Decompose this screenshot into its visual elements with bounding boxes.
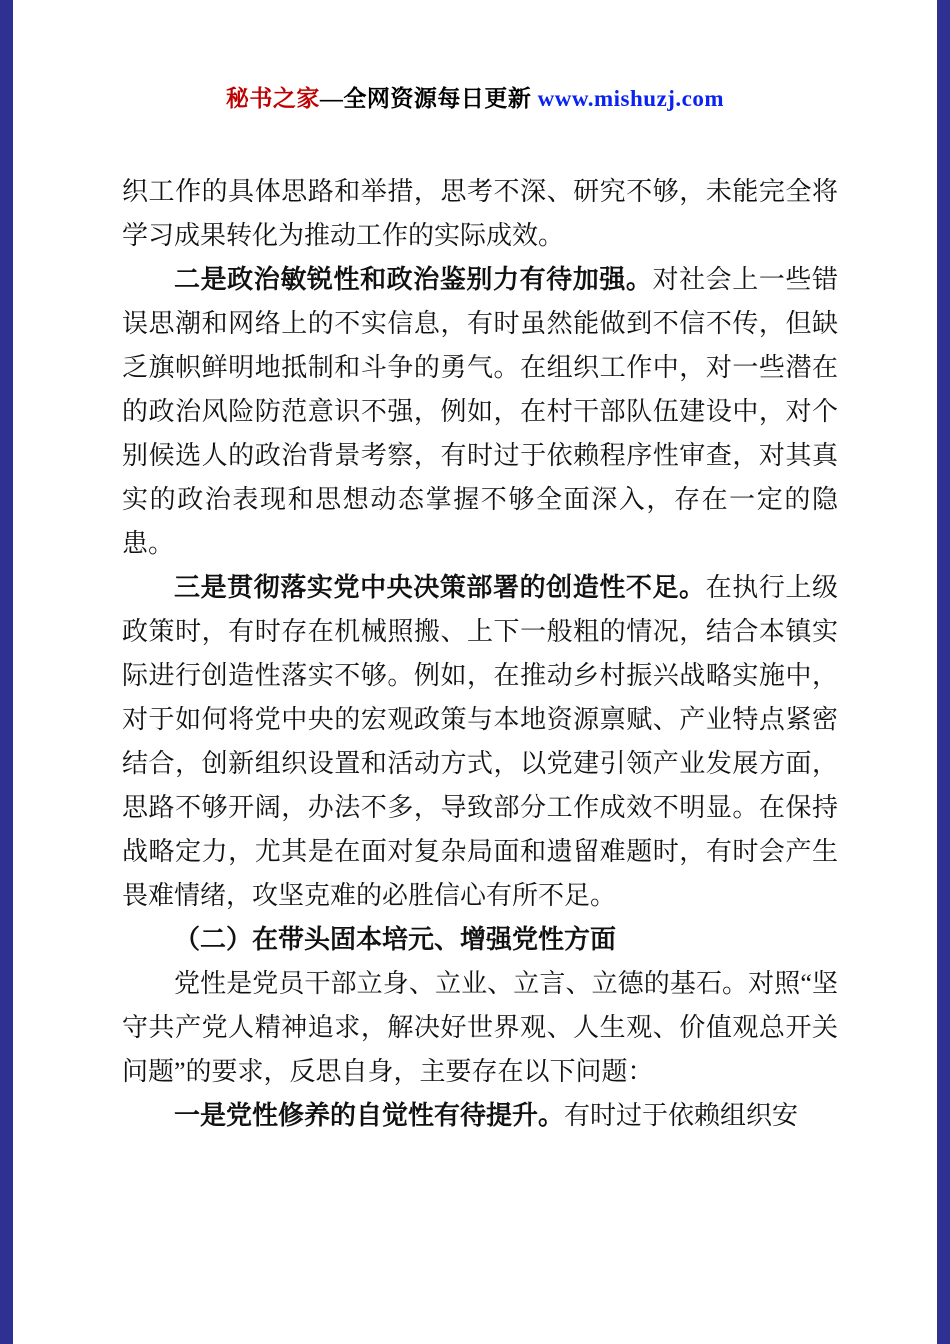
site-url-link[interactable]: www.mishuzj.com [537, 86, 725, 111]
paragraph-text-run: 有时过于依赖组织安 [564, 1101, 799, 1130]
header-tagline: —全网资源每日更新 [319, 86, 538, 111]
paragraph [122, 170, 838, 258]
paragraph-heading-run: （二）在带头固本培元、增强党性方面 [174, 925, 617, 954]
paragraph [122, 1094, 838, 1138]
paragraph [122, 918, 838, 962]
paragraph [122, 962, 838, 1094]
paragraph-text-run: 对社会上一些错误思潮和网络上的不实信息，有时虽然能做到不信不传，但缺乏旗帜鲜明地抵制和斗争的勇气。在组织工作中，对一些潜在的政治风险防范意识不强，例如，在村干部队伍建设中，对个别候选人的政治背景考察，有时过于依赖程序性审查，对其真实的政治表现和思想动态掌握不够全面深入，存在一定的隐患。 [122, 265, 838, 558]
paragraph-text-run: 党性是党员干部立身、立业、立言、立德的基石。对照“坚守共产党人精神追求，解决好世界观、人生观、价值观总开关问题”的要求，反思自身，主要存在以下问题： [122, 969, 838, 1086]
paragraph-text-run: 织工作的具体思路和举措，思考不深、研究不够，未能完全将学习成果转化为推动工作的实际成效。 [122, 177, 838, 250]
paragraph-heading-run: 二是政治敏锐性和政治鉴别力有待加强。 [174, 265, 653, 294]
document-body [122, 170, 838, 1138]
right-border-bar [937, 0, 950, 1344]
left-border-bar [0, 0, 13, 1344]
paragraph-text-run: 在执行上级政策时，有时存在机械照搬、上下一般粗的情况，结合本镇实际进行创造性落实不够。例如，在推动乡村振兴战略实施中，对于如何将党中央的宏观政策与本地资源禀赋、产业特点紧密结合，创新组织设置和活动方式，以党建引领产业发展方面，思路不够开阔，办法不多，导致部分工作成效不明显。在保持战略定力，尤其是在面对复杂局面和遗留难题时，有时会产生畏难情绪，攻坚克难的必胜信心有所不足。 [122, 573, 838, 910]
paragraph-heading-run: 一是党性修养的自觉性有待提升。 [174, 1101, 565, 1130]
page-header [0, 0, 950, 114]
site-name: 秘书之家 [225, 86, 320, 111]
paragraph [122, 566, 838, 918]
paragraph [122, 258, 838, 566]
paragraph-heading-run: 三是贯彻落实党中央决策部署的创造性不足。 [174, 573, 706, 602]
